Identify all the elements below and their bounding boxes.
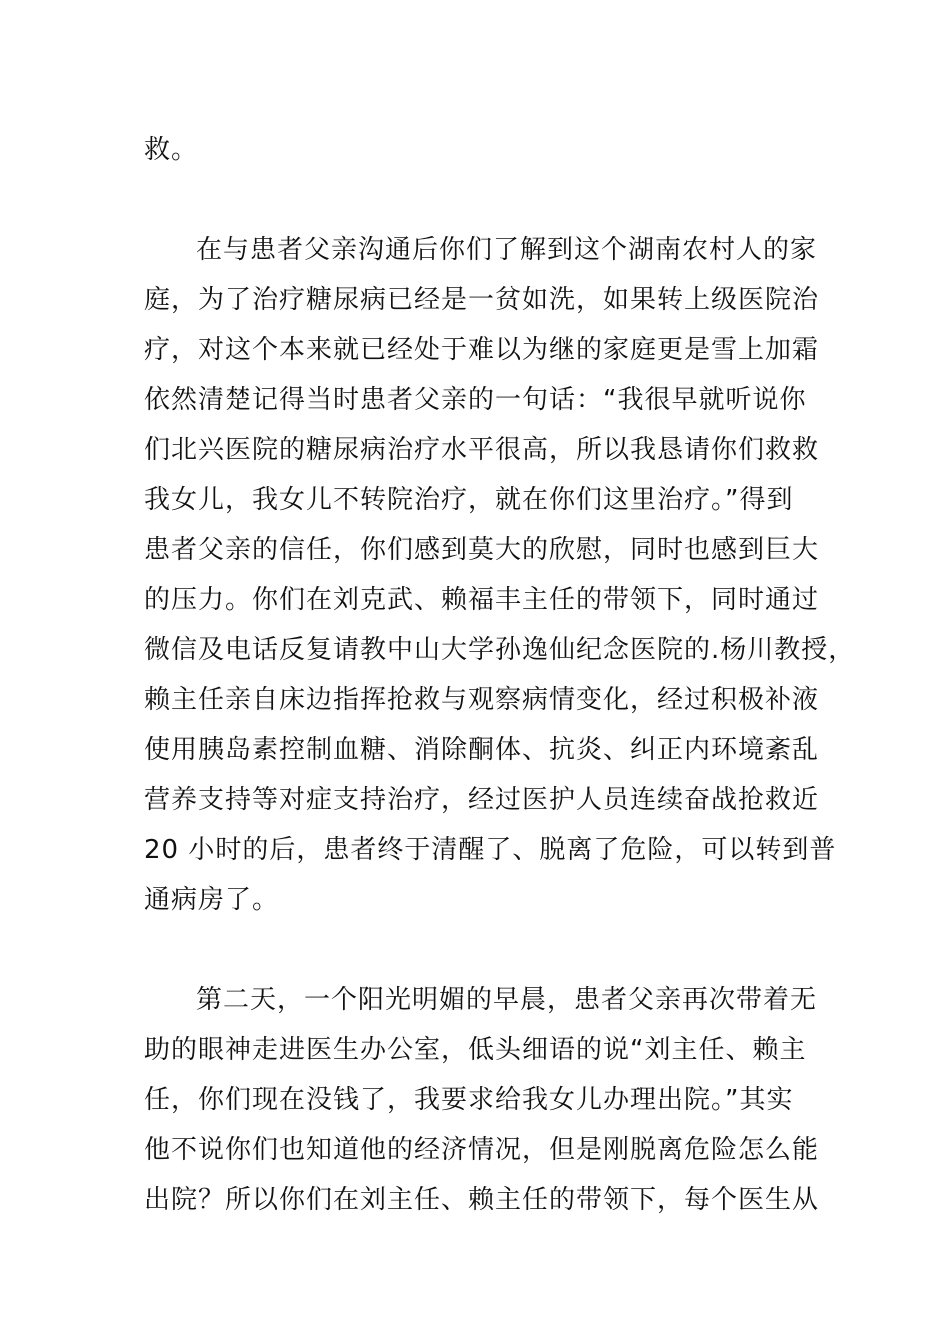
text-line: 营养支持等对症支持治疗，经过医护人员连续奋战抢救近 — [144, 785, 820, 815]
text-line: 的压力。你们在刘克武、赖福丰主任的带领下，同时通过 — [144, 585, 820, 615]
text-line: 通病房了。 — [144, 885, 280, 915]
text-line: 我女儿，我女儿不转院治疗，就在你们这里治疗。”得到 — [144, 485, 794, 515]
text-line: 20 小时的后，患者终于清醒了、脱离了危险，可以转到普 — [144, 835, 837, 865]
text-line: 助的眼神走进医生办公室，低头细语的说“刘主任、赖主 — [144, 1035, 807, 1065]
text-line: 使用胰岛素控制血糖、消除酮体、抗炎、纠正内环境紊乱 — [144, 735, 820, 765]
text-line: 患者父亲的信任，你们感到莫大的欣慰，同时也感到巨大 — [144, 535, 820, 565]
text-line: 们北兴医院的糖尿病治疗水平很高，所以我恳请你们救救 — [144, 435, 820, 465]
text-line: 庭，为了治疗糖尿病已经是一贫如洗，如果转上级医院治 — [144, 285, 820, 315]
text-line: 在与患者父亲沟通后你们了解到这个湖南农村人的家 — [196, 235, 818, 265]
text-line: 出院？所以你们在刘主任、赖主任的带领下，每个医生从 — [144, 1185, 820, 1215]
text-line: 他不说你们也知道他的经济情况，但是刚脱离危险怎么能 — [144, 1135, 820, 1165]
text-line: 依然清楚记得当时患者父亲的一句话：“我很早就听说你 — [144, 385, 807, 415]
text-line: 第二天，一个阳光明媚的早晨，患者父亲再次带着无 — [196, 985, 818, 1015]
text-line: 任，你们现在没钱了，我要求给我女儿办理出院。”其实 — [144, 1085, 794, 1115]
text-line: 疗，对这个本来就已经处于难以为继的家庭更是雪上加霜 — [144, 335, 820, 365]
text-line: 赖主任亲自床边指挥抢救与观察病情变化，经过积极补液 — [144, 685, 820, 715]
text-line: 救。 — [144, 135, 199, 165]
text-line: 微信及电话反复请教中山大学孙逸仙纪念医院的.杨川教授， — [144, 635, 856, 665]
